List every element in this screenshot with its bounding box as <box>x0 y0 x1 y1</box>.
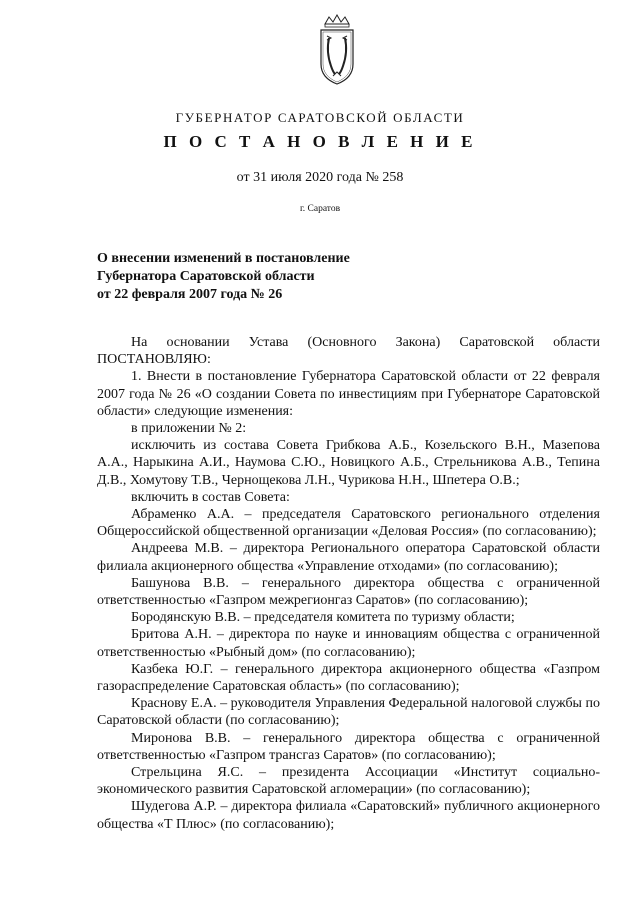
paragraph-exclude-members: исключить из состава Совета Грибкова А.Б., Козельского В.Н., Мазепова А.А., Нарыкина А.И., Наумова С.Ю., Новицкого А.Б., Стрельникова А.В., Тепина Д.В., Хомутову Т.В., Чернощекова Л.Н., Чурикова Н.Н., Шпетера О.В.; <box>97 438 600 488</box>
document-body <box>97 334 600 833</box>
member-entry: Абраменко А.А. – председателя Саратовского регионального отделения Общероссийской общественной организации «Деловая Россия» (по согласованию); <box>97 507 600 540</box>
member-entry: Бритова А.Н. – директора по науке и инновациям общества с ограниченной ответственностью «Рыбный дом» (по согласованию); <box>97 627 600 660</box>
subject-line: О внесении изменений в постановление <box>97 251 350 266</box>
document-type-title: П О С Т А Н О В Л Е Н И Е <box>163 132 477 151</box>
paragraph-include-intro: включить в состав Совета: <box>131 489 290 505</box>
member-entry: Стрельцина Я.С. – президента Ассоциации «Институт социально-экономического развития Саратовской агломерации» (по согласованию); <box>97 765 600 798</box>
paragraph-appendix-ref: в приложении № 2: <box>131 421 247 437</box>
paragraph-item-1: 1. Внести в постановление Губернатора Саратовской области от 22 февраля 2007 года № 26 «О создании Совета по инвестициям при Губернаторе Саратовской области» следующие изменения: <box>97 369 600 419</box>
paragraph-preamble: На основании Устава (Основного Закона) Саратовской области ПОСТАНОВЛЯЮ: <box>97 335 600 368</box>
member-entry: Андреева М.В. – директора Регионального оператора Саратовской области филиала акционерного общества «Управление отходами» (по согласованию); <box>97 541 600 574</box>
saratov-coat-of-arms-icon <box>317 14 357 88</box>
member-entry: Казбека Ю.Г. – генерального директора акционерного общества «Газпром газораспределение Саратовская область» (по согласованию); <box>97 661 600 695</box>
subject-line: Губернатора Саратовской области <box>97 269 315 284</box>
subject-line: от 22 февраля 2007 года № 26 <box>97 287 283 302</box>
member-entry: Миронова В.В. – генерального директора общества с ограниченной ответственностью «Газпром трансгаз Саратов» (по согласованию); <box>97 730 600 763</box>
document-city: г. Саратов <box>299 204 341 214</box>
document-subject <box>97 250 350 304</box>
member-entry: Башунова В.В. – генерального директора общества с ограниченной ответственностью «Газпром межрегионгаз Саратов» (по согласованию); <box>97 575 600 609</box>
member-entry: Бородянскую В.В. – председателя комитета по туризму области; <box>131 610 515 626</box>
document-date-number: от 31 июля 2020 года № 258 <box>236 170 404 185</box>
member-entry: Краснову Е.А. – руководителя Управления Федеральной налоговой службы по Саратовской области (по согласованию); <box>97 696 600 729</box>
member-entry: Шудегова А.Р. – директора филиала «Саратовский» публичного акционерного общества «Т Плюс» (по согласованию); <box>97 799 600 832</box>
issuing-authority: ГУБЕРНАТОР САРАТОВСКОЙ ОБЛАСТИ <box>175 110 465 125</box>
